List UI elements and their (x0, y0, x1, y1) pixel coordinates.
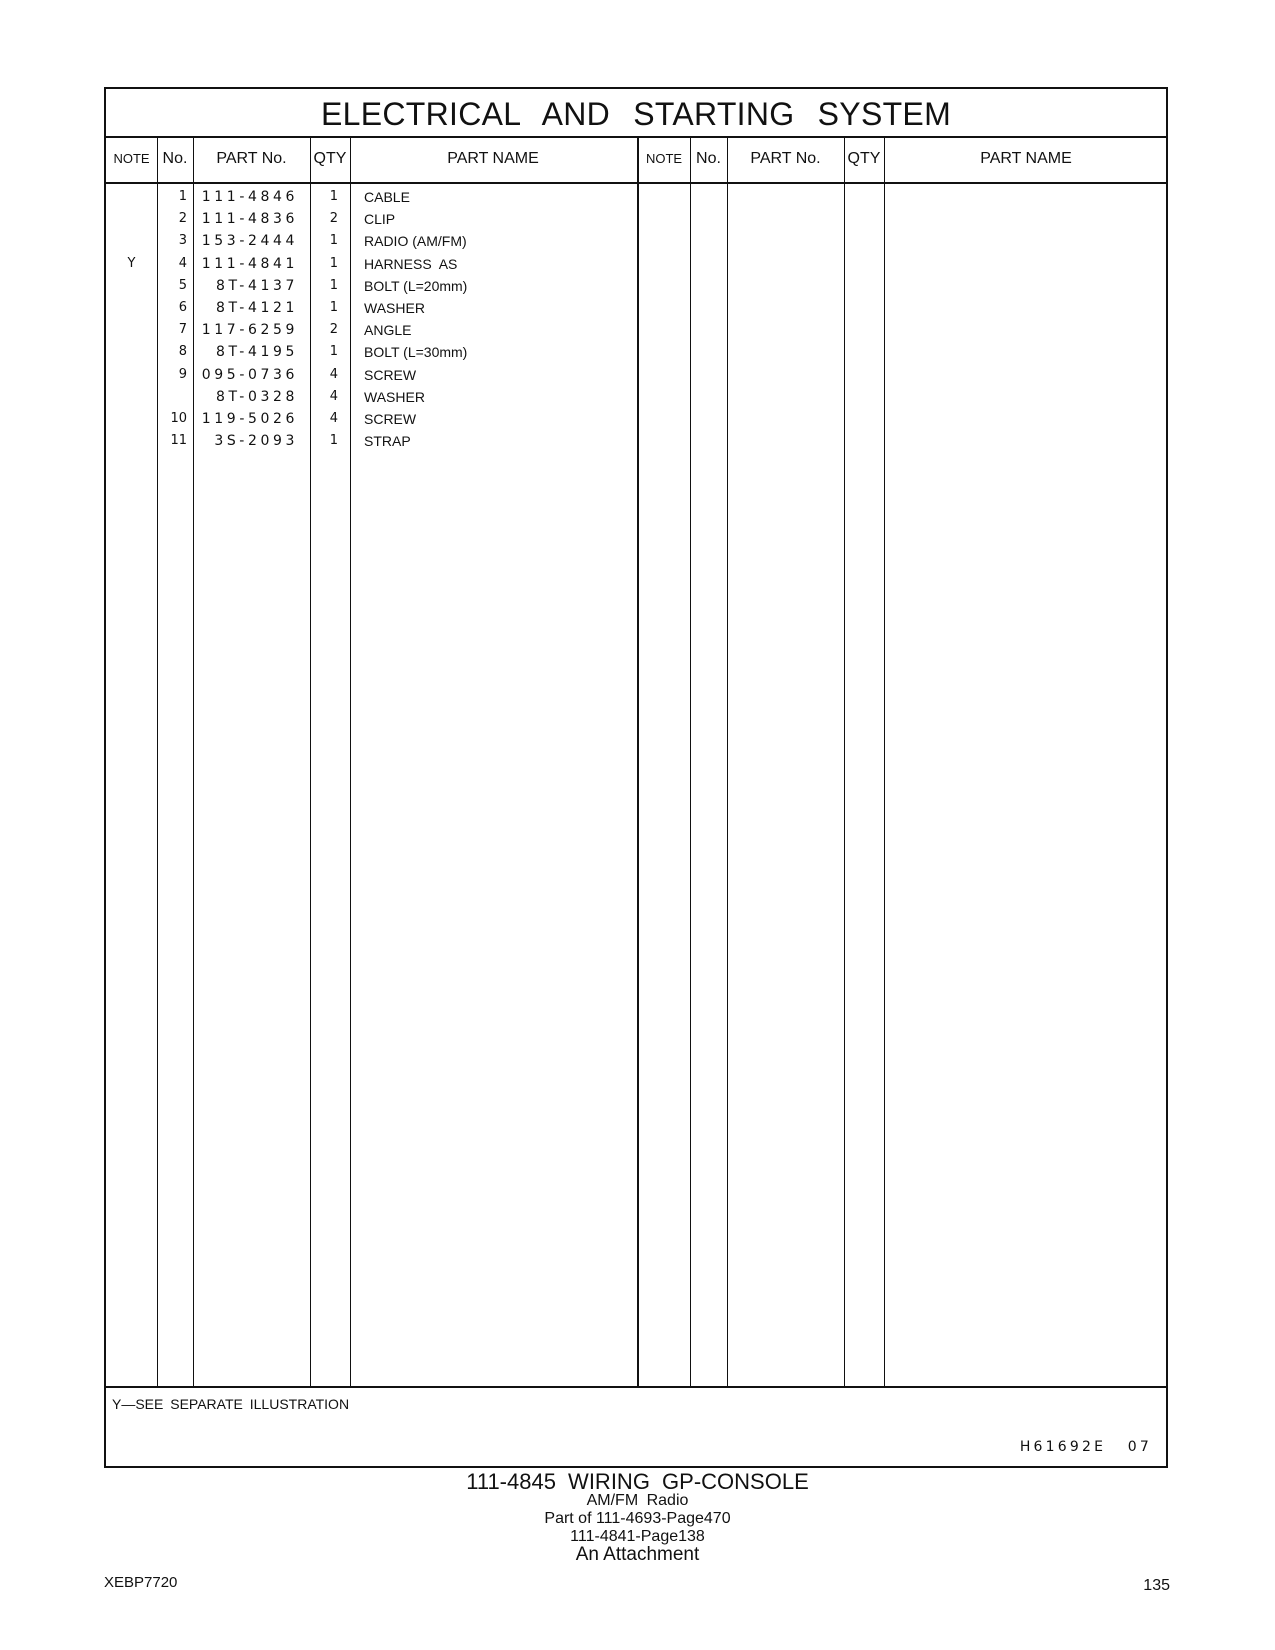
row-part-name: RADIO (AM/FM) (364, 233, 467, 250)
row-quantity: 4 (329, 410, 338, 426)
table-row (106, 230, 646, 252)
footnote-area (106, 1386, 1166, 1468)
table-row (106, 186, 646, 208)
row-quantity: 1 (329, 433, 338, 449)
row-quantity: 1 (329, 299, 338, 315)
table-row (106, 408, 646, 430)
row-item-number: 9 (178, 366, 187, 382)
header-partname-right: PART NAME (980, 150, 1072, 167)
header-qty-left: QTY (313, 150, 347, 167)
row-part-name: BOLT (L=30mm) (364, 344, 468, 361)
header-qty-right: QTY (847, 150, 881, 167)
table-row (106, 430, 646, 452)
row-part-number: 8T-4137 (215, 277, 298, 294)
row-part-name: SCREW (364, 366, 417, 383)
row-note: Y (127, 255, 136, 271)
column-divider (884, 136, 885, 1386)
row-quantity: 2 (329, 211, 338, 227)
table-row (106, 275, 646, 297)
table-row (106, 253, 646, 275)
row-part-name: ANGLE (364, 322, 412, 339)
row-part-name: HARNESS AS (364, 255, 458, 272)
row-item-number: 7 (178, 322, 187, 338)
row-quantity: 1 (329, 255, 338, 271)
row-quantity: 1 (329, 189, 338, 204)
table-row (106, 364, 646, 386)
row-part-number: 8T-4195 (215, 344, 298, 361)
caption-attachment: An Attachment (575, 1544, 700, 1565)
row-part-number: 111-4846 (201, 189, 298, 205)
row-item-number: 2 (178, 211, 187, 227)
row-item-number: 4 (178, 255, 187, 271)
row-item-number: 3 (178, 233, 187, 249)
row-part-name: WASHER (364, 299, 425, 316)
row-quantity: 4 (329, 388, 338, 404)
row-quantity: 1 (329, 233, 338, 249)
row-item-number: 6 (178, 299, 187, 315)
header-partno-left: PART No. (216, 150, 287, 167)
row-part-number: 153-2444 (201, 233, 298, 250)
row-part-number: 111-4836 (201, 211, 298, 228)
row-part-name: SCREW (364, 410, 417, 427)
row-quantity: 1 (329, 344, 338, 360)
row-item-number: 1 (178, 189, 187, 204)
table-header (106, 136, 1166, 184)
caption-reference: 111-4841-Page138 (570, 1528, 705, 1545)
caption-subtitle: AM/FM Radio (586, 1492, 689, 1509)
parts-table-body (106, 186, 646, 452)
row-part-number: 8T-4121 (215, 299, 298, 316)
row-item-number: 5 (178, 277, 187, 293)
caption-reference: Part of 111-4693-Page470 (544, 1510, 731, 1527)
row-part-name: WASHER (364, 388, 425, 405)
header-note-left: NOTE (113, 151, 150, 166)
row-part-number: 119-5026 (201, 410, 298, 427)
row-part-number: 117-6259 (201, 322, 298, 339)
row-part-name: CABLE (364, 189, 410, 205)
row-item-number: 8 (178, 344, 187, 360)
header-partno-right: PART No. (750, 150, 821, 167)
table-row (106, 319, 646, 341)
row-quantity: 2 (329, 322, 338, 338)
row-quantity: 1 (329, 277, 338, 293)
header-no-right: No. (696, 150, 721, 167)
row-part-name: STRAP (364, 433, 411, 450)
row-part-number: 8T-0328 (215, 388, 298, 405)
row-part-number: 095-0736 (201, 366, 298, 383)
table-row (106, 297, 646, 319)
row-part-name: CLIP (364, 211, 396, 228)
column-divider (690, 136, 691, 1386)
caption-title: 111-4845 WIRING GP-CONSOLE (466, 1469, 809, 1494)
column-divider (727, 136, 728, 1386)
column-divider (844, 136, 845, 1386)
table-row (106, 208, 646, 230)
header-note-right: NOTE (645, 151, 683, 166)
row-item-number: 11 (170, 433, 187, 449)
header-no-left: No. (162, 150, 188, 167)
table-row (106, 341, 646, 363)
page-number: 135 (1143, 1577, 1170, 1594)
table-row (106, 386, 646, 408)
row-part-number: 111-4841 (201, 255, 298, 272)
illustration-code: H61692E 07 (1019, 1439, 1152, 1455)
row-item-number: 10 (170, 410, 187, 426)
document-id: XEBP7720 (104, 1574, 178, 1591)
header-partname-left: PART NAME (447, 150, 539, 167)
footnote-text: Y—SEE SEPARATE ILLUSTRATION (112, 1396, 350, 1412)
page-title: ELECTRICAL AND STARTING SYSTEM (106, 89, 1166, 138)
row-part-name: BOLT (L=20mm) (364, 277, 468, 294)
row-part-number: 3S-2093 (214, 433, 298, 450)
parts-list-frame (104, 87, 1168, 1468)
row-quantity: 4 (329, 366, 338, 382)
